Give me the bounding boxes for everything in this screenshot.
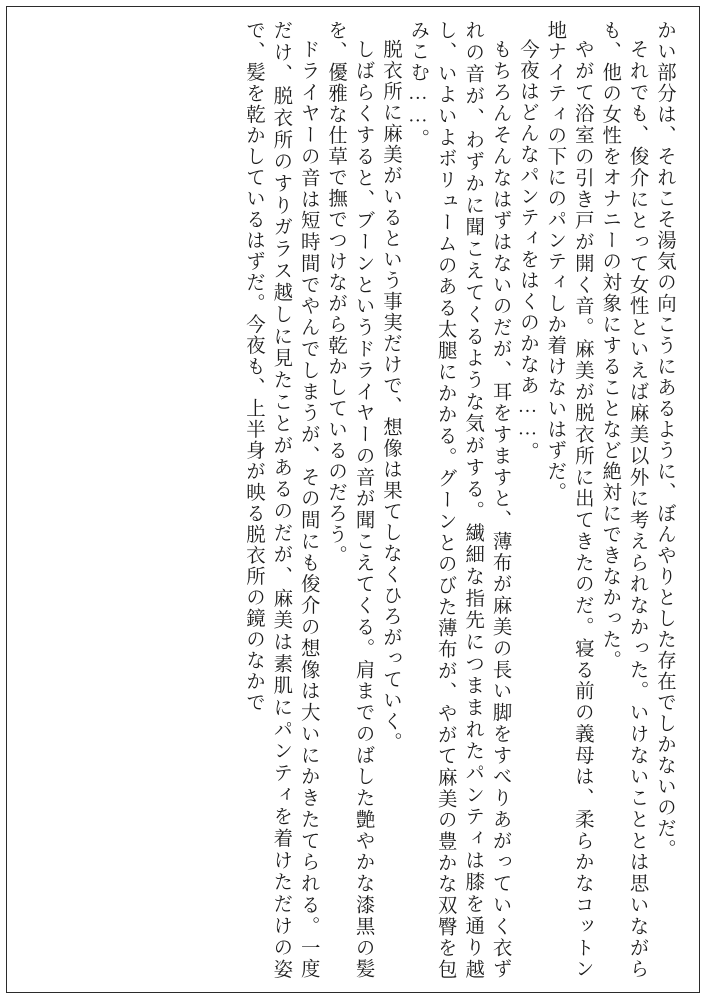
vertical-text-body xyxy=(18,20,678,980)
paragraph: ドライヤーの音は短時間でやんでしまうが、その間にも俊介の想像は大いにかきたてられる。一度だけ、脱衣所のすりガラス越しに見たことがあるのだが、麻美は素肌にパンティを着けただけの姿で、髪を乾かしているはずだ。今夜も、上半身が映る脱衣所の鏡のなかで xyxy=(242,20,319,980)
paragraph: しばらくすると、ブーンというドライヤーの音が聞こえてくる。肩までのばした艶やかな漆黒の髪を、優雅な仕草で撫でつけながら乾かしているのだろう。 xyxy=(325,20,374,980)
paragraph: もちろんそんなはずはないのだが、耳をすますと、薄布が麻美の長い脚をすべりあがっていく衣ずれの音が、わずかに聞こえてくるような気がする。繊細な指先につままれたパンティは膝を通り越し、いよいよボリュームのある太腿にかかる。グーンとのびた薄布が、やがて麻美の豊かな双臀を包みこむ……。 xyxy=(407,20,511,980)
paragraph: それでも、俊介にとって女性といえば麻美以外に考えられなかった。いけないこととは思いながらも、他の女性をオナニーの対象にすることなど絶対にできなかった。 xyxy=(599,20,648,980)
paragraph: 今夜はどんなパンティをはくのかなあ……。 xyxy=(516,39,538,463)
paragraph: 脱衣所に麻美がいるという事実だけで、想像は果てしなくひろがっていく。 xyxy=(379,39,401,754)
paragraph: やがて浴室の引き戸が開く音。麻美が脱衣所に出てきたのだ。寝る前の義母は、柔らかなコットン地ナイティの下にのパンティしか着けないはずだ。 xyxy=(544,20,593,980)
paragraph: かい部分は、それこそ湯気の向こうにあるように、ぼんやりとした存在でしかないのだ。 xyxy=(654,20,675,860)
